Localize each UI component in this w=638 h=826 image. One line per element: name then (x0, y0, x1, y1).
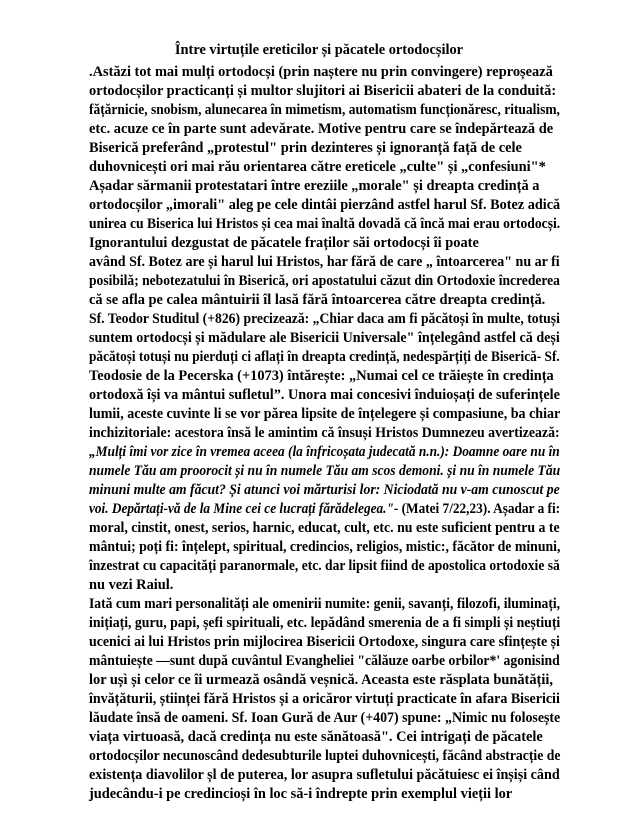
paragraph-line: ucenici ai lui Hristos prin mijlocirea Bisericii Ortodoxe, singura care sfințește și (89, 634, 560, 650)
paragraph-line: ortodoxă își va mântui sufletul”. Unora mai concesivi înduioșați de suferințele (89, 387, 560, 403)
paragraph-line: ortodocșilor „imorali" aleg pe cele dintâi pierzând astfel harul Sf. Botez adică (89, 197, 561, 213)
paragraph-line: înzestrat cu capacități paranormale, etc. dar lipsit fiind de apostolica ortodoxie să (89, 558, 560, 574)
paragraph-line: etc. acuze ce în parte sunt adevărate. Motive pentru care se îndepărtează de (89, 121, 554, 137)
document-title: Între virtuțile ereticilor și păcatele ortodocșilor (174, 42, 464, 58)
quote-line: minuni multe am făcut? Și atunci voi mărturisi lor: Niciodată nu v-am cunoscut pe (89, 482, 560, 498)
paragraph-line: Sf. Teodor Studitul (+826) precizează: „Chiar daca am fi păcătoși în multe, totuși (89, 311, 560, 327)
paragraph-line: ortodocșilor necunoscând dedesubturile luptei duhovnicești, făcând abstracție de (89, 748, 561, 764)
paragraph-line: învățăturii, științei fără Hristos și a oricăror virtuți practicate în afara Bisericii (89, 691, 560, 707)
paragraph-line: judecându-i pe credincioși în loc să-i îndrepte prin exemplul vieții lor (89, 786, 513, 802)
paragraph-line: posibilă; nebotezatului în Biserică, ori apostatului căzut din Ortodoxie încrederea (89, 273, 560, 289)
paragraph-line: inițiați, guru, papi, șefi spirituali, etc. lepădând smerenia de a fi simpli și neștiuți (89, 615, 561, 631)
paragraph-line: că se afla pe calea mântuirii îl lasă fără întoarcerea către dreapta credință. (89, 292, 546, 308)
paragraph-line: Biserică preferând „protestul" prin dezinteres și ignoranță față de cele (89, 140, 522, 156)
quote-reference: - (Matei 7/22,23). Așadar a fi: (393, 501, 561, 517)
paragraph-line: suntem ortodocși și mădulare ale Bisericii Universale" înțelegând astfel că deși (89, 330, 560, 346)
paragraph-line: duhovnicești ori mai rău orientarea către ereticele „culte" și „confesiuni"* (89, 159, 546, 175)
paragraph-line: existența diavolilor șl de puterea, lor asupra sufletului păcătuiesc ei înșiși când (89, 767, 560, 783)
quote-line: numele Tău am proorocit și nu în numele Tău am scos demoni. și nu în numele Tău (89, 463, 561, 479)
paragraph-line (89, 501, 560, 518)
paragraph-line: Iată cum mari personalități ale omenirii numite: genii, savanți, filozofi, iluminați, (89, 596, 561, 612)
paragraph-line: păcătoși totuși nu pierduți ci aflați în dreapta credință, nedespărțiți de Biserică- Sf. (89, 349, 560, 365)
paragraph-line: ortodocșilor practicanți și multor slujitori ai Bisericii abateri de la conduită: (89, 83, 557, 99)
paragraph-line: nu vezi Raiul. (89, 577, 174, 593)
paragraph-line: moral, cinstit, onest, serios, harnic, educat, cult, etc. nu este suficient pentru a te (89, 520, 560, 536)
paragraph-line: Ignorantului dezgustat de păcatele fraților săi ortodocși îi poate (89, 235, 479, 251)
paragraph-line: lumii, aceste cuvinte li se vor părea lipsite de înțelegere și compasiune, ba chiar (89, 406, 561, 422)
paragraph-line: având Sf. Botez are și harul lui Hristos, har fără de care „ întoarcerea" nu ar fi (89, 254, 560, 270)
paragraph-line: Așadar sărmanii protestatari între ereziile „morale" și dreapta credință a (89, 178, 540, 194)
paragraph-line: .Astăzi tot mai mulți ortodocși (prin naștere nu prin convingere) reproșează (89, 64, 553, 80)
paragraph-line: viața virtuoasă, dacă credința nu este sănătoasă". Cei intrigați de păcatele (89, 729, 543, 745)
paragraph-line: lor ușì și celor ce îi urmează osândă veșnică. Aceasta este răsplata bunătății, (89, 672, 553, 688)
paragraph-line: mântui; poți fi: înțelept, spiritual, credincios, religios, mistic:, făcător de minuni, (89, 539, 561, 555)
paragraph-line: lăudate însă de oameni. Sf. Ioan Gură de Aur (+407) spune: „Nimic nu folosește (89, 710, 561, 726)
quote-end: voi. Depărtați-vă de la Mine cei ce lucrați fărădelegea." (89, 501, 394, 517)
quote-line: „Mulți îmi vor zice în vremea aceea (la înfricoșata judecată n.n.): Doamne oare nu în (89, 444, 560, 460)
paragraph-line: Teodosie de la Pecerska (+1073) întărește: „Numai cel ce trăiește în credința (89, 368, 554, 384)
paragraph-line: fățărnicie, snobism, alunecarea în mimetism, automatism funcționăresc, ritualism, (89, 102, 560, 118)
paragraph-line: inchizitoriale: acestora însă le amintim că însuși Hristos Dumnezeu avertizează: (89, 425, 560, 441)
paragraph-line: mântuiește —sunt după cuvântul Evangheliei "călăuze oarbe orbilor*' agonisind (89, 653, 560, 669)
paragraph-line: unirea cu Biserica lui Hristos și cea mai înaltă dovadă că încă mai erau ortodocși. (89, 216, 561, 232)
